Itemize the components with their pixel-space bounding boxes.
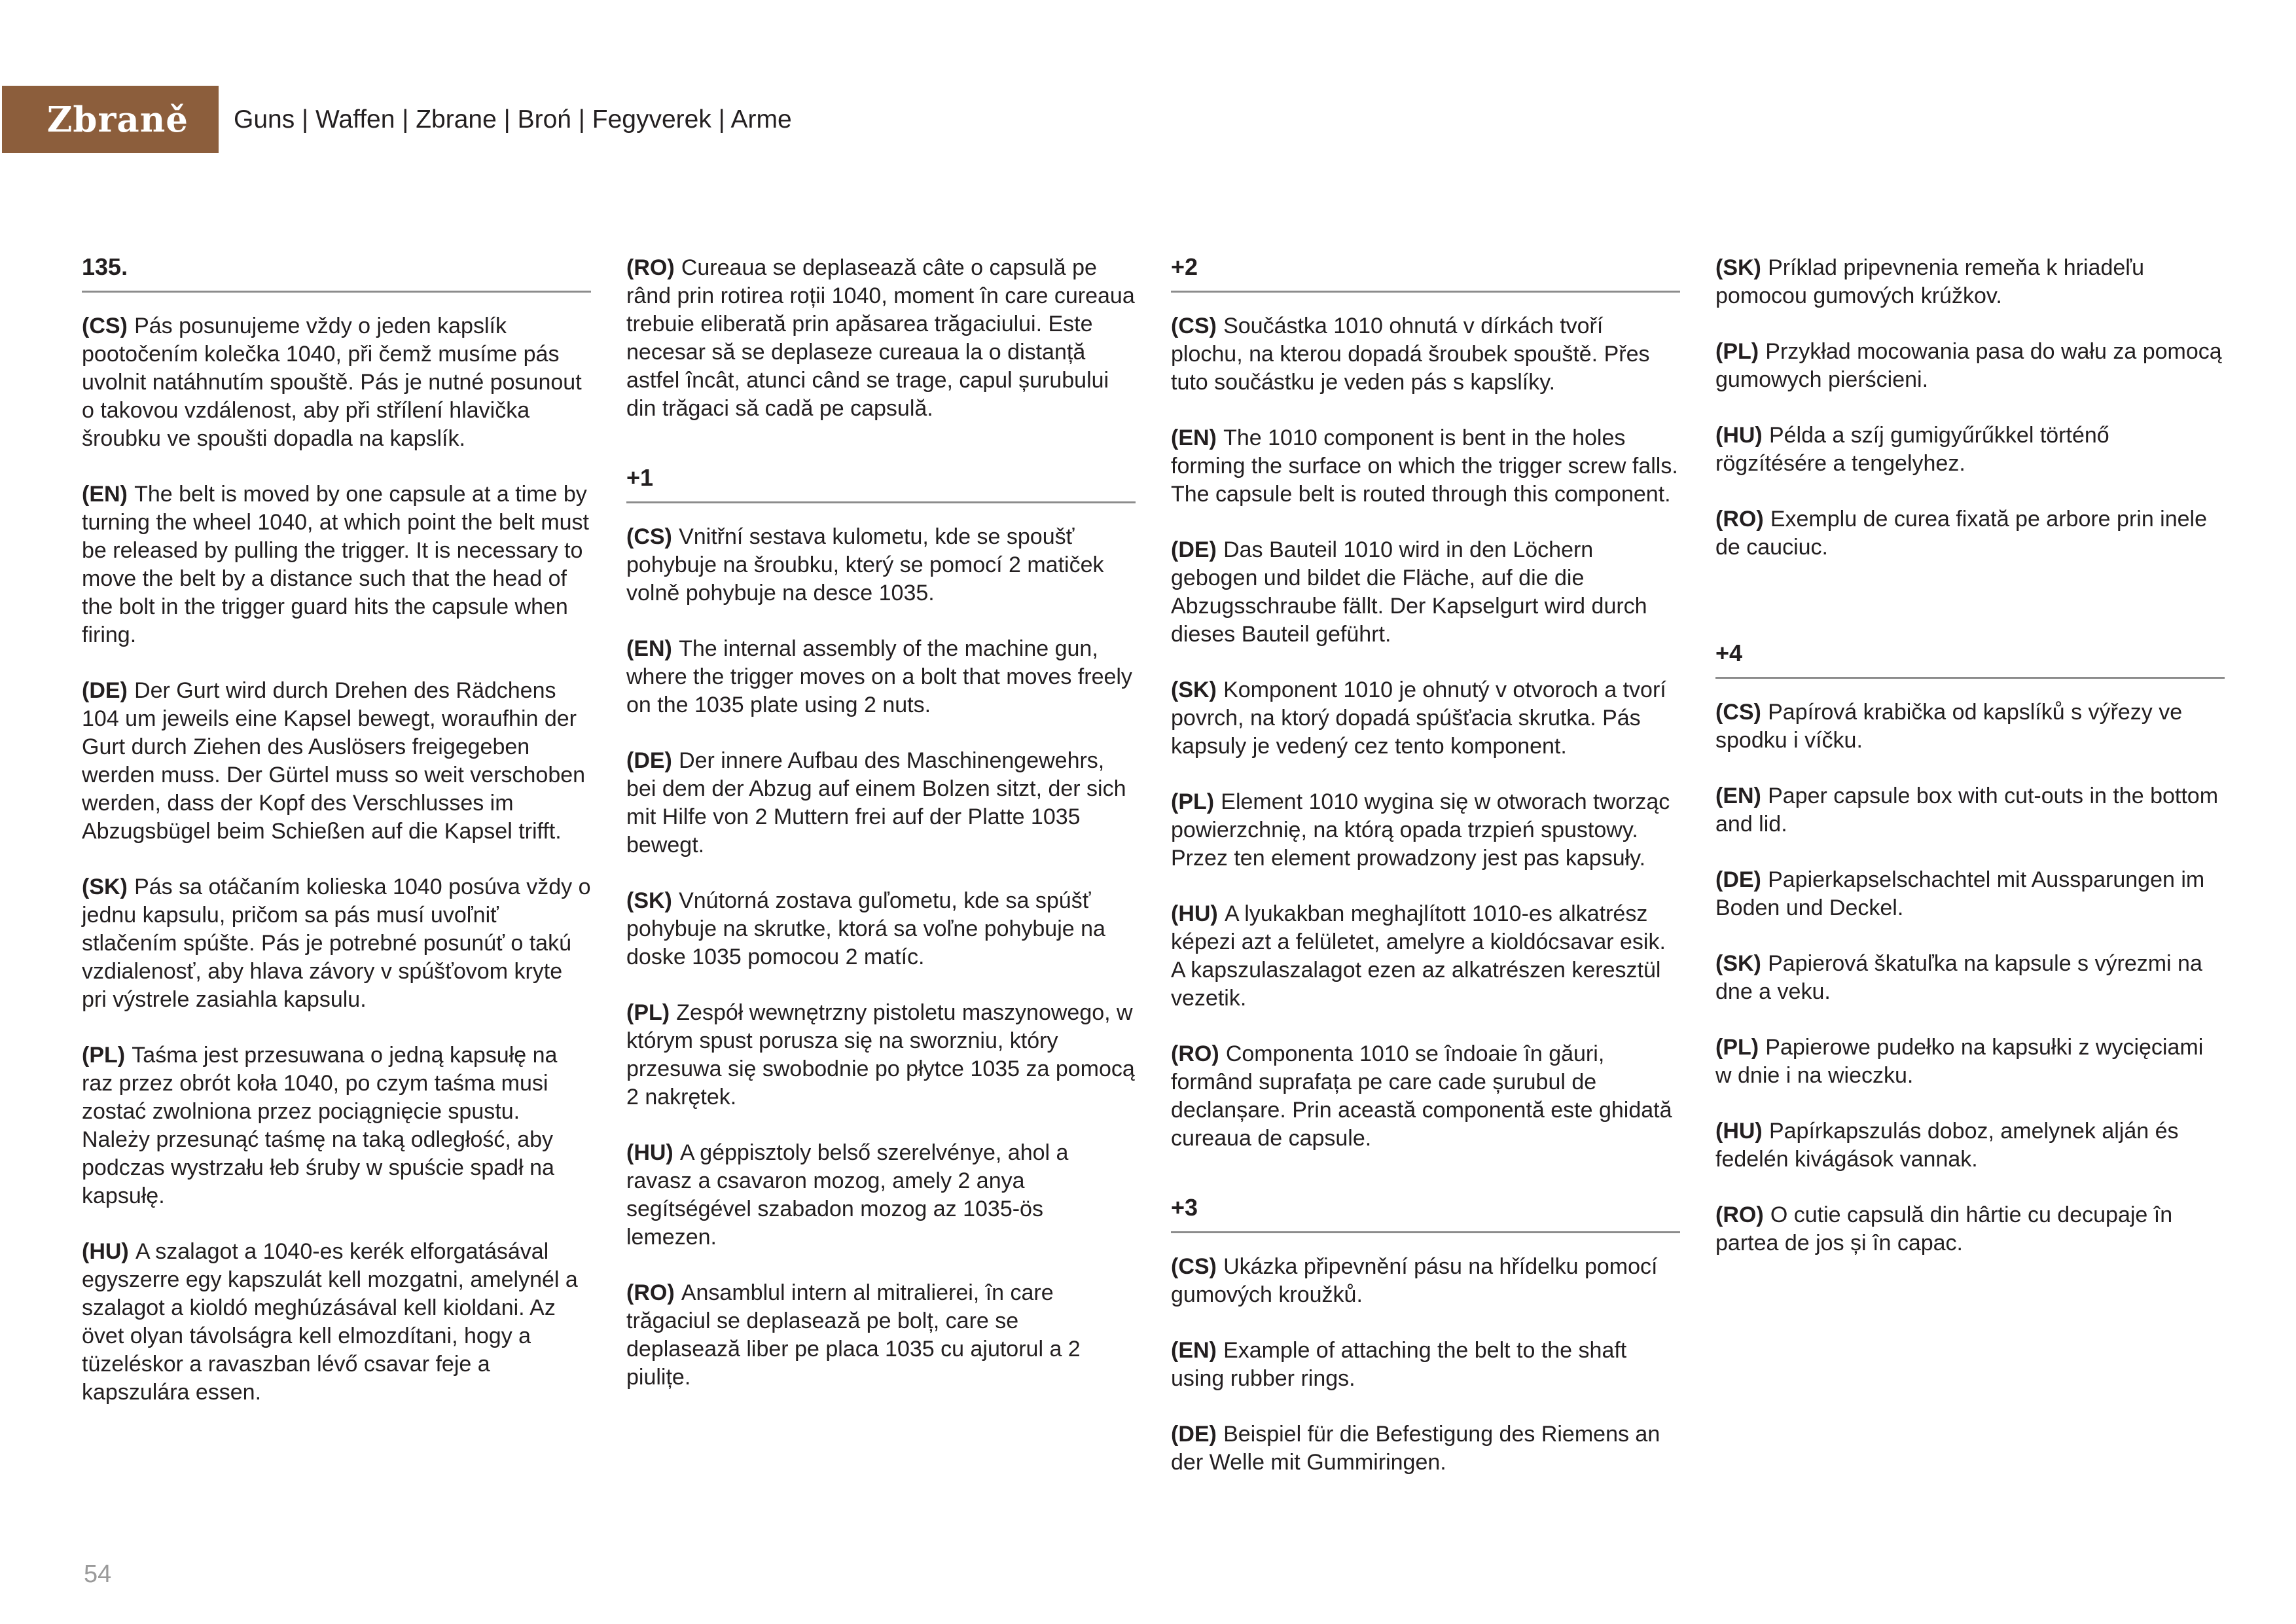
para-plus1-hu — [626, 1139, 1136, 1252]
lang-label-en: (EN) — [626, 636, 672, 661]
page-number: 54 — [84, 1561, 112, 1588]
para-plus1-cs — [626, 523, 1136, 607]
para-text: Príklad pripevnenia remeňa k hriadeľu pomocou gumových krúžkov. — [1715, 255, 2145, 308]
para-text: Vnitřní sestava kulometu, kde se spoušť pohybuje na šroubku, který se pomocí 2 matiček volně pohybuje na desce 1035. — [626, 524, 1104, 605]
chapter-tagline: Guns | Waffen | Zbrane | Broń | Fegyverek | Arme — [234, 105, 792, 134]
column-4 — [1715, 254, 2225, 1285]
para-135-hu — [82, 1238, 591, 1407]
para-text: O cutie capsulă din hârtie cu decupaje în partea de jos și în capac. — [1715, 1202, 2173, 1255]
para-plus2-hu — [1171, 900, 1680, 1013]
para-text: Pás sa otáčaním kolieska 1040 posúva vždy o jednu kapsulu, pričom sa pás musí uvoľniť stlačením spúšte. Pás je potrebné posunúť o takú vzdialenosť, aby hlava závory v spúšťovom kryte pri výstrele zasiahla kapsulu. — [82, 875, 591, 1012]
lang-label-en: (EN) — [1715, 784, 1761, 808]
para-plus2-sk — [1171, 676, 1680, 761]
chapter-badge: Zbraně — [2, 86, 219, 153]
lang-label-cs: (CS) — [82, 314, 128, 338]
lang-label-de: (DE) — [82, 678, 128, 703]
lang-label-en: (EN) — [82, 482, 128, 507]
para-135-sk — [82, 873, 591, 1014]
para-plus1-sk — [626, 887, 1136, 971]
lang-label-pl: (PL) — [82, 1043, 126, 1068]
para-plus2-en — [1171, 424, 1680, 509]
para-text: Papírkapszulás doboz, amelynek alján és fedelén kivágások vannak. — [1715, 1119, 2179, 1172]
para-text: Součástka 1010 ohnutá v dírkách tvoří plochu, na kterou dopadá šroubek spouště. Přes tuto součástku je veden pás s kapslíky. — [1171, 314, 1650, 395]
para-plus1-pl — [626, 999, 1136, 1111]
lang-label-ro: (RO) — [1715, 1202, 1764, 1227]
lang-label-pl: (PL) — [1171, 789, 1215, 814]
para-plus3-ro — [1715, 505, 2225, 562]
lang-label-de: (DE) — [1171, 537, 1217, 562]
para-plus3-pl — [1715, 338, 2225, 394]
para-text: Pás posunujeme vždy o jeden kapslík pootočením kolečka 1040, při čemž musíme pás uvolnit natáhnutím spouště. Pás je nutné posunout o takovou vzdálenost, aby při střílení hlavička šroubku ve spoušti dopadla na kapslík. — [82, 314, 582, 451]
lang-label-hu: (HU) — [82, 1239, 129, 1264]
para-text: Element 1010 wygina się w otworach tworząc powierzchnię, na którą opada trzpień spustowy. Przez ten element prowadzony jest pas kapsuły. — [1171, 789, 1670, 871]
para-text: Przykład mocowania pasa do wału za pomocą gumowych pierścieni. — [1715, 339, 2222, 392]
para-text: The 1010 component is bent in the holes forming the surface on which the trigger screw falls. The capsule belt is routed through this component. — [1171, 425, 1678, 507]
heading-plus4: +4 — [1715, 640, 1743, 666]
para-text: A géppisztoly belső szerelvénye, ahol a ravasz a csavaron mozog, amely 2 anya segítségével szabadon mozog az 1035-ös lemezen. — [626, 1140, 1069, 1250]
para-text: Papierkapselschachtel mit Aussparungen im Boden und Deckel. — [1715, 867, 2205, 920]
lang-label-de: (DE) — [1715, 867, 1761, 892]
para-plus4-cs — [1715, 698, 2225, 755]
para-text: Komponent 1010 je ohnutý v otvoroch a tvorí povrch, na ktorý dopadá spúšťacia skrutka. Pás kapsuly je vedený cez tento komponent. — [1171, 677, 1666, 759]
para-text: Der innere Aufbau des Maschinengewehrs, bei dem der Abzug auf einem Bolzen sitzt, der sich mit Hilfe von 2 Muttern frei auf der Platte 1035 bewegt. — [626, 748, 1126, 857]
lang-label-de: (DE) — [626, 748, 672, 773]
lang-label-sk: (SK) — [1715, 951, 1761, 976]
para-text: Paper capsule box with cut-outs in the bottom and lid. — [1715, 784, 2219, 837]
column-1 — [82, 254, 591, 1434]
para-text: Papierová škatuľka na kapsule s výrezmi na dne a veku. — [1715, 951, 2202, 1004]
para-plus4-ro — [1715, 1201, 2225, 1257]
para-text: Papierowe pudełko na kapsułki z wycięciami w dnie i na wieczku. — [1715, 1035, 2204, 1088]
para-135-ro — [626, 254, 1136, 423]
para-text: A lyukakban meghajlított 1010-es alkatrész képezi azt a felületet, amelyre a kioldócsavar esik. A kapszulaszalagot ezen az alkatrészen keresztül vezetik. — [1171, 901, 1666, 1011]
column-2 — [626, 254, 1136, 1419]
lang-label-pl: (PL) — [1715, 339, 1759, 364]
para-text: Der Gurt wird durch Drehen des Rädchens 104 um jeweils eine Kapsel bewegt, woraufhin der Gurt durch Ziehen des Auslösers freigegeben werden muss. Der Gürtel muss so weit verschoben werden, dass der Kopf des Verschlusses im Abzugsbügel beim Schießen auf die Kapsel trifft. — [82, 678, 586, 844]
lang-label-cs: (CS) — [1171, 1254, 1217, 1279]
para-plus3-en — [1171, 1337, 1680, 1393]
rule-plus4 — [1715, 677, 2225, 679]
lang-label-ro: (RO) — [1715, 507, 1764, 532]
para-text: Ansamblul intern al mitralierei, în care trăgaciul se deplasează pe bolț, care se deplasează liber pe placa 1035 cu ajutorul a 2 piulițe. — [626, 1280, 1081, 1390]
para-text: A szalagot a 1040-es kerék elforgatásával egyszerre egy kapszulát kell mozgatni, amelynél a szalagot a kioldó meghúzásával kell kioldani. Az övet olyan távolságra kell elmozdítani, hogy a tüzeléskor a ravaszban lévő csavar feje a kapszulára essen. — [82, 1239, 578, 1405]
para-text: Példa a szíj gumigyűrűkkel történő rögzítésére a tengelyhez. — [1715, 423, 2109, 476]
para-plus1-de — [626, 747, 1136, 859]
para-135-pl — [82, 1041, 591, 1210]
para-text: Componenta 1010 se îndoaie în găuri, formând suprafața pe care cade șurubul de declanșare. Prin această componentă este ghidată cureaua de capsule. — [1171, 1041, 1672, 1151]
lang-label-sk: (SK) — [1171, 677, 1217, 702]
rule-plus3 — [1171, 1231, 1680, 1233]
para-plus3-sk — [1715, 254, 2225, 310]
rule-plus1 — [626, 501, 1136, 503]
lang-label-hu: (HU) — [1715, 423, 1763, 448]
para-135-en — [82, 480, 591, 649]
para-plus2-cs — [1171, 312, 1680, 397]
heading-plus1: +1 — [626, 464, 654, 491]
lang-label-cs: (CS) — [626, 524, 672, 549]
para-plus1-en — [626, 635, 1136, 719]
heading-plus3: +3 — [1171, 1194, 1198, 1221]
lang-label-sk: (SK) — [1715, 255, 1761, 280]
para-135-cs — [82, 312, 591, 453]
lang-label-pl: (PL) — [626, 1000, 670, 1025]
para-text: The internal assembly of the machine gun, where the trigger moves on a bolt that moves freely on the 1035 plate using 2 nuts. — [626, 636, 1132, 717]
para-text: Cureaua se deplasează câte o capsulă pe rând prin rotirea roții 1040, moment în care cureaua trebuie eliberată prin apăsarea trăgaciului. Este necesar să se deplaseze cureaua la o distanță astfel încât, atunci când se trage, capul șurubului din trăgaci să cadă pe capsulă. — [626, 255, 1135, 421]
lang-label-ro: (RO) — [626, 1280, 675, 1305]
rule-135 — [82, 291, 591, 293]
para-text: Ukázka připevnění pásu na hřídelku pomocí gumových kroužků. — [1171, 1254, 1658, 1307]
heading-135: 135. — [82, 253, 128, 280]
para-text: Exemplu de curea fixată pe arbore prin inele de cauciuc. — [1715, 507, 2208, 560]
heading-plus2: +2 — [1171, 253, 1198, 280]
lang-label-cs: (CS) — [1715, 700, 1761, 725]
para-text: Papírová krabička od kapslíků s výřezy ve spodku i víčku. — [1715, 700, 2183, 753]
para-text: Taśma jest przesuwana o jedną kapsułę na raz przez obrót koła 1040, po czym taśma musi zostać zwolniona przez pociągnięcie spustu. Należy przesunąć taśmę na taką odległość, aby podczas wystrzału łeb śruby w spuście spadł na kapsułę. — [82, 1043, 558, 1208]
para-plus4-en — [1715, 782, 2225, 839]
para-plus4-de — [1715, 866, 2225, 922]
para-plus2-pl — [1171, 788, 1680, 873]
para-text: Vnútorná zostava guľometu, kde sa spúšť pohybuje na skrutke, ktorá sa voľne pohybuje na doske 1035 pomocou 2 matíc. — [626, 888, 1105, 969]
lang-label-ro: (RO) — [626, 255, 675, 280]
lang-label-pl: (PL) — [1715, 1035, 1759, 1060]
para-plus1-ro — [626, 1279, 1136, 1392]
lang-label-ro: (RO) — [1171, 1041, 1219, 1066]
para-plus3-cs — [1171, 1253, 1680, 1309]
lang-label-cs: (CS) — [1171, 314, 1217, 338]
para-plus4-hu — [1715, 1117, 2225, 1174]
para-plus2-de — [1171, 536, 1680, 649]
lang-label-hu: (HU) — [1171, 901, 1218, 926]
para-plus4-sk — [1715, 950, 2225, 1006]
rule-plus2 — [1171, 291, 1680, 293]
para-text: Zespół wewnętrzny pistoletu maszynowego, w którym spust porusza się na sworzniu, który przesuwa się swobodnie po płytce 1035 za pomocą 2 nakrętek. — [626, 1000, 1135, 1110]
lang-label-sk: (SK) — [82, 875, 128, 899]
para-plus3-hu — [1715, 422, 2225, 478]
lang-label-sk: (SK) — [626, 888, 672, 913]
para-text: Das Bauteil 1010 wird in den Löchern gebogen und bildet die Fläche, auf die die Abzugsschraube fällt. Der Kapselgurt wird durch dieses Bauteil geführt. — [1171, 537, 1647, 647]
para-plus2-ro — [1171, 1040, 1680, 1153]
lang-label-en: (EN) — [1171, 425, 1217, 450]
lang-label-hu: (HU) — [626, 1140, 673, 1165]
lang-label-de: (DE) — [1171, 1422, 1217, 1447]
para-plus4-pl — [1715, 1034, 2225, 1090]
lang-label-hu: (HU) — [1715, 1119, 1763, 1144]
para-text: Example of attaching the belt to the shaft using rubber rings. — [1171, 1338, 1627, 1391]
para-plus3-de — [1171, 1420, 1680, 1477]
para-text: The belt is moved by one capsule at a time by turning the wheel 1040, at which point the belt must be released by pulling the trigger. It is necessary to move the belt by a distance such that the head of the bolt in the trigger guard hits the capsule when firing. — [82, 482, 589, 647]
lang-label-en: (EN) — [1171, 1338, 1217, 1363]
column-3 — [1171, 254, 1680, 1504]
para-text: Beispiel für die Befestigung des Riemens an der Welle mit Gummiringen. — [1171, 1422, 1660, 1475]
para-135-de — [82, 677, 591, 846]
